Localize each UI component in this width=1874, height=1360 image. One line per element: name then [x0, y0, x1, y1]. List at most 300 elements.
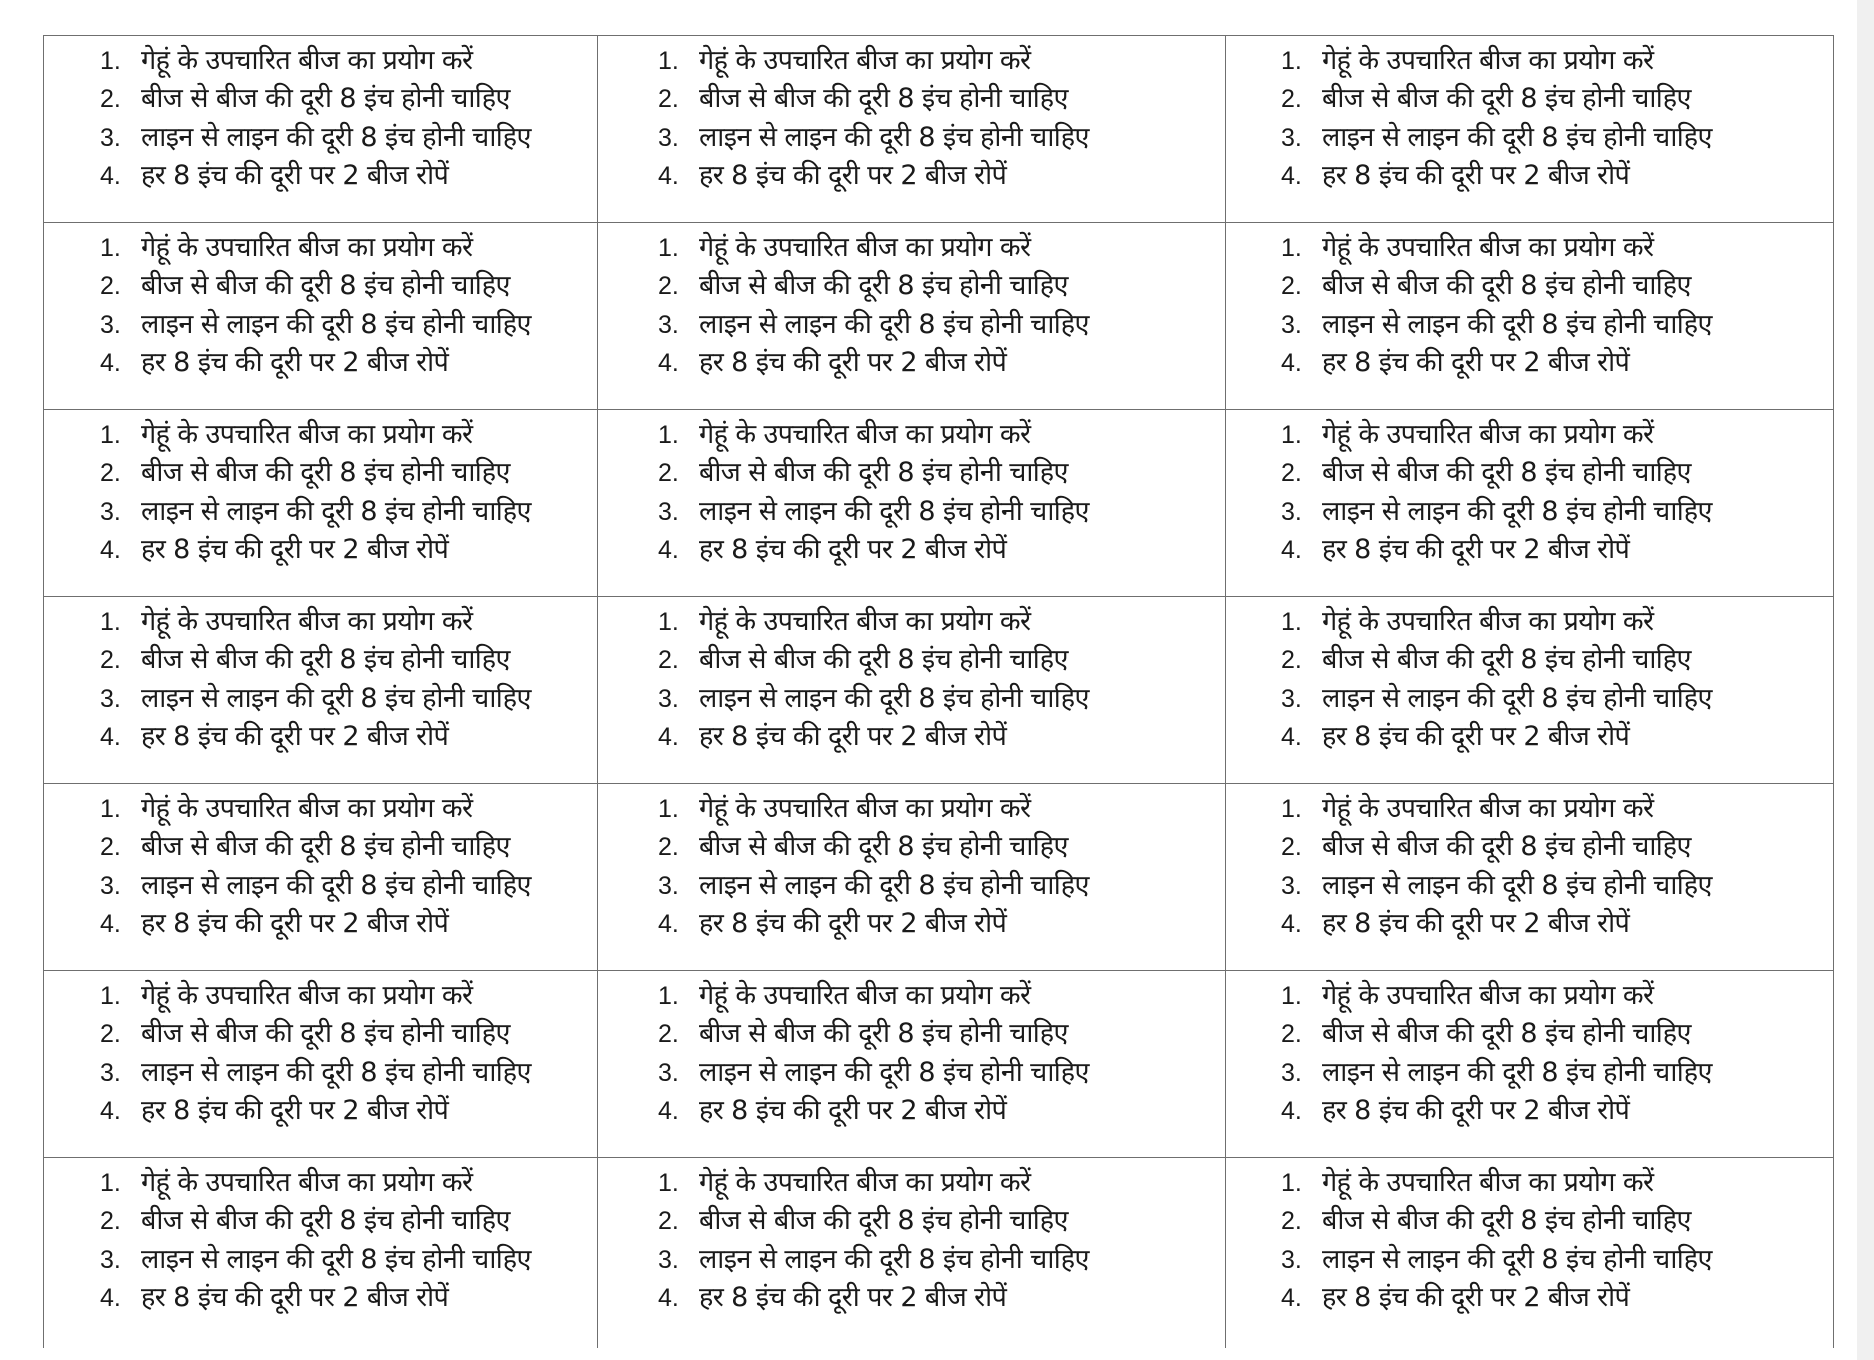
label-row: [44, 971, 1834, 1158]
instruction-text: हर 8 इंच की दूरी पर 2 बीज रोपें: [1322, 720, 1630, 752]
instruction-number: 3.: [658, 310, 679, 339]
instruction-list: [1226, 971, 1833, 1128]
instruction-item: [100, 826, 597, 864]
instruction-text: हर 8 इंच की दूरी पर 2 बीज रोपें: [141, 1281, 449, 1313]
instruction-item: [658, 1277, 1225, 1315]
instruction-list: [598, 784, 1225, 941]
instruction-number: 4.: [1281, 1096, 1302, 1125]
instruction-number: 1.: [658, 421, 679, 449]
instruction-number: 3.: [658, 123, 679, 152]
instruction-number: 2.: [100, 1207, 121, 1236]
instruction-number: 3.: [658, 1245, 679, 1274]
instruction-number: 1.: [1281, 1169, 1302, 1197]
instruction-text: हर 8 इंच की दूरी पर 2 बीज रोपें: [1322, 159, 1630, 191]
instruction-number: 3.: [658, 1058, 679, 1087]
instruction-text: बीज से बीज की दूरी 8 इंच होनी चाहिए: [699, 1205, 1068, 1237]
instruction-item: [658, 265, 1225, 303]
instruction-list: [1226, 1158, 1833, 1315]
instruction-item: [658, 452, 1225, 490]
instruction-text: गेहूं के उपचारित बीज का प्रयोग करें: [141, 1167, 473, 1198]
instruction-number: 4.: [658, 1283, 679, 1312]
instruction-item: [1281, 826, 1833, 864]
instruction-item: [658, 304, 1225, 342]
instruction-list: [1226, 597, 1833, 754]
instruction-item: [100, 414, 597, 452]
instruction-item: [658, 788, 1225, 826]
instruction-list: [1226, 410, 1833, 567]
instruction-text: लाइन से लाइन की दूरी 8 इंच होनी चाहिए: [699, 308, 1089, 340]
instruction-text: हर 8 इंच की दूरी पर 2 बीज रोपें: [1322, 907, 1630, 939]
instruction-list: [1226, 223, 1833, 380]
instruction-item: [100, 342, 597, 380]
instruction-list: [598, 1158, 1225, 1315]
instruction-item: [1281, 678, 1833, 716]
instruction-number: 2.: [100, 272, 121, 301]
instruction-text: गेहूं के उपचारित बीज का प्रयोग करें: [1322, 45, 1654, 76]
instruction-number: 3.: [100, 1245, 121, 1274]
label-cell: [44, 784, 598, 971]
instruction-number: 1.: [658, 1169, 679, 1197]
instruction-number: 2.: [658, 85, 679, 114]
instruction-item: [100, 1200, 597, 1238]
instruction-item: [1281, 1277, 1833, 1315]
instruction-item: [658, 639, 1225, 677]
instruction-number: 2.: [658, 1020, 679, 1049]
instruction-text: बीज से बीज की दूरी 8 इंच होनी चाहिए: [699, 270, 1068, 302]
instruction-text: हर 8 इंच की दूरी पर 2 बीज रोपें: [699, 1281, 1007, 1313]
instruction-item: [100, 452, 597, 490]
instruction-number: 2.: [100, 459, 121, 488]
instruction-text: बीज से बीज की दूरी 8 इंच होनी चाहिए: [699, 1018, 1068, 1050]
instruction-number: 3.: [658, 497, 679, 526]
instruction-item: [658, 826, 1225, 864]
instruction-text: गेहूं के उपचारित बीज का प्रयोग करें: [141, 980, 473, 1011]
instruction-text: हर 8 इंच की दूरी पर 2 बीज रोपें: [141, 720, 449, 752]
instruction-number: 1.: [100, 608, 121, 636]
instruction-text: बीज से बीज की दूरी 8 इंच होनी चाहिए: [699, 457, 1068, 489]
instruction-list: [1226, 36, 1833, 193]
label-cell: [1226, 971, 1834, 1158]
instruction-number: 4.: [1281, 909, 1302, 938]
instruction-item: [100, 601, 597, 639]
label-row: [44, 1158, 1834, 1348]
instruction-text: बीज से बीज की दूरी 8 इंच होनी चाहिए: [699, 831, 1068, 863]
instruction-number: 1.: [100, 1169, 121, 1197]
instruction-number: 4.: [1281, 348, 1302, 377]
instruction-item: [100, 1239, 597, 1277]
label-row: [44, 410, 1834, 597]
instruction-item: [1281, 227, 1833, 265]
instruction-text: बीज से बीज की दूरी 8 इंच होनी चाहिए: [1322, 644, 1691, 676]
instruction-text: हर 8 इंच की दूरी पर 2 बीज रोपें: [141, 346, 449, 378]
instruction-text: गेहूं के उपचारित बीज का प्रयोग करें: [699, 232, 1031, 263]
instruction-text: लाइन से लाइन की दूरी 8 इंच होनी चाहिए: [1322, 495, 1712, 527]
instruction-item: [100, 716, 597, 754]
instruction-item: [1281, 117, 1833, 155]
label-cell: [44, 1158, 598, 1348]
instruction-list: [44, 597, 597, 754]
instruction-number: 2.: [658, 272, 679, 301]
label-row: [44, 36, 1834, 223]
instruction-item: [658, 903, 1225, 941]
instruction-list: [598, 597, 1225, 754]
instruction-number: 1.: [100, 982, 121, 1010]
instruction-text: गेहूं के उपचारित बीज का प्रयोग करें: [1322, 980, 1654, 1011]
instruction-text: लाइन से लाइन की दूरी 8 इंच होनी चाहिए: [1322, 869, 1712, 901]
label-cell: [44, 971, 598, 1158]
instruction-number: 3.: [1281, 684, 1302, 713]
instruction-number: 3.: [100, 123, 121, 152]
label-cell: [44, 410, 598, 597]
instruction-number: 4.: [658, 1096, 679, 1125]
instruction-text: बीज से बीज की दूरी 8 इंच होनी चाहिए: [141, 831, 510, 863]
instruction-text: गेहूं के उपचारित बीज का प्रयोग करें: [1322, 606, 1654, 637]
instruction-number: 4.: [1281, 161, 1302, 190]
instruction-number: 4.: [658, 161, 679, 190]
instruction-text: हर 8 इंच की दूरी पर 2 बीज रोपें: [1322, 346, 1630, 378]
instruction-number: 1.: [100, 795, 121, 823]
instruction-text: लाइन से लाइन की दूरी 8 इंच होनी चाहिए: [141, 308, 531, 340]
instruction-number: 2.: [1281, 833, 1302, 862]
label-cell: [598, 1158, 1226, 1348]
instruction-item: [658, 865, 1225, 903]
instruction-number: 2.: [658, 1207, 679, 1236]
instruction-text: हर 8 इंच की दूरी पर 2 बीज रोपें: [141, 1094, 449, 1126]
instruction-item: [1281, 265, 1833, 303]
instruction-item: [1281, 529, 1833, 567]
instruction-text: लाइन से लाइन की दूरी 8 इंच होनी चाहिए: [141, 682, 531, 714]
instruction-number: 2.: [1281, 85, 1302, 114]
label-cell: [1226, 597, 1834, 784]
instruction-text: गेहूं के उपचारित बीज का प्रयोग करें: [699, 980, 1031, 1011]
instruction-item: [100, 78, 597, 116]
instruction-number: 2.: [1281, 1020, 1302, 1049]
instruction-text: हर 8 इंच की दूरी पर 2 बीज रोपें: [1322, 533, 1630, 565]
instruction-text: गेहूं के उपचारित बीज का प्रयोग करें: [699, 419, 1031, 450]
instruction-number: 3.: [658, 871, 679, 900]
instruction-item: [1281, 414, 1833, 452]
instruction-text: गेहूं के उपचारित बीज का प्रयोग करें: [699, 793, 1031, 824]
instruction-item: [658, 40, 1225, 78]
instruction-text: बीज से बीज की दूरी 8 इंच होनी चाहिए: [1322, 831, 1691, 863]
instruction-number: 2.: [100, 833, 121, 862]
instruction-item: [100, 1162, 597, 1200]
instruction-item: [658, 601, 1225, 639]
instruction-text: बीज से बीज की दूरी 8 इंच होनी चाहिए: [1322, 83, 1691, 115]
instruction-text: लाइन से लाइन की दूरी 8 इंच होनी चाहिए: [1322, 1243, 1712, 1275]
label-cell: [1226, 784, 1834, 971]
instruction-item: [1281, 1090, 1833, 1128]
instruction-text: हर 8 इंच की दूरी पर 2 बीज रोपें: [699, 907, 1007, 939]
instruction-number: 2.: [658, 459, 679, 488]
instruction-text: गेहूं के उपचारित बीज का प्रयोग करें: [141, 793, 473, 824]
instruction-item: [1281, 601, 1833, 639]
instruction-item: [100, 529, 597, 567]
instruction-text: गेहूं के उपचारित बीज का प्रयोग करें: [699, 1167, 1031, 1198]
instruction-item: [658, 1013, 1225, 1051]
instruction-number: 3.: [658, 684, 679, 713]
instruction-text: हर 8 इंच की दूरी पर 2 बीज रोपें: [699, 1094, 1007, 1126]
instruction-list: [598, 223, 1225, 380]
instruction-text: हर 8 इंच की दूरी पर 2 बीज रोपें: [699, 720, 1007, 752]
instruction-list: [598, 410, 1225, 567]
instruction-number: 3.: [100, 684, 121, 713]
instruction-text: बीज से बीज की दूरी 8 इंच होनी चाहिए: [141, 1205, 510, 1237]
label-cell: [44, 36, 598, 223]
instruction-number: 4.: [1281, 535, 1302, 564]
instruction-item: [658, 1239, 1225, 1277]
instruction-number: 3.: [1281, 1058, 1302, 1087]
instruction-number: 1.: [658, 47, 679, 75]
instruction-text: बीज से बीज की दूरी 8 इंच होनी चाहिए: [1322, 1205, 1691, 1237]
instruction-item: [1281, 40, 1833, 78]
instruction-number: 1.: [1281, 795, 1302, 823]
instruction-item: [1281, 155, 1833, 193]
instruction-item: [100, 227, 597, 265]
instruction-number: 3.: [1281, 1245, 1302, 1274]
instruction-item: [1281, 304, 1833, 342]
instruction-number: 2.: [100, 1020, 121, 1049]
instruction-item: [1281, 903, 1833, 941]
instruction-number: 1.: [1281, 421, 1302, 449]
instruction-text: लाइन से लाइन की दूरी 8 इंच होनी चाहिए: [1322, 308, 1712, 340]
instruction-item: [100, 40, 597, 78]
instruction-number: 2.: [100, 85, 121, 114]
instruction-item: [658, 491, 1225, 529]
instruction-item: [100, 865, 597, 903]
instruction-number: 1.: [1281, 47, 1302, 75]
instruction-list: [598, 36, 1225, 193]
instruction-item: [1281, 1013, 1833, 1051]
instruction-item: [1281, 639, 1833, 677]
instruction-text: हर 8 इंच की दूरी पर 2 बीज रोपें: [141, 533, 449, 565]
instruction-text: लाइन से लाइन की दूरी 8 इंच होनी चाहिए: [699, 1056, 1089, 1088]
label-cell: [1226, 36, 1834, 223]
instruction-number: 1.: [658, 234, 679, 262]
instruction-item: [100, 788, 597, 826]
instruction-text: बीज से बीज की दूरी 8 इंच होनी चाहिए: [1322, 270, 1691, 302]
label-row: [44, 784, 1834, 971]
instruction-text: हर 8 इंच की दूरी पर 2 बीज रोपें: [141, 907, 449, 939]
instruction-text: लाइन से लाइन की दूरी 8 इंच होनी चाहिए: [699, 121, 1089, 153]
instruction-number: 3.: [100, 310, 121, 339]
label-cell: [598, 36, 1226, 223]
instruction-item: [100, 975, 597, 1013]
instruction-item: [100, 1277, 597, 1315]
instruction-number: 4.: [658, 348, 679, 377]
instruction-text: बीज से बीज की दूरी 8 इंच होनी चाहिए: [1322, 457, 1691, 489]
instruction-item: [1281, 1162, 1833, 1200]
instruction-number: 4.: [100, 909, 121, 938]
instruction-item: [658, 716, 1225, 754]
instruction-number: 4.: [100, 1283, 121, 1312]
instruction-number: 2.: [1281, 646, 1302, 675]
instruction-item: [658, 227, 1225, 265]
instruction-text: गेहूं के उपचारित बीज का प्रयोग करें: [1322, 419, 1654, 450]
instruction-number: 3.: [1281, 310, 1302, 339]
instruction-text: हर 8 इंच की दूरी पर 2 बीज रोपें: [141, 159, 449, 191]
instruction-text: गेहूं के उपचारित बीज का प्रयोग करें: [699, 606, 1031, 637]
instruction-text: बीज से बीज की दूरी 8 इंच होनी चाहिए: [141, 644, 510, 676]
instruction-text: लाइन से लाइन की दूरी 8 इंच होनी चाहिए: [699, 682, 1089, 714]
instruction-text: बीज से बीज की दूरी 8 इंच होनी चाहिए: [1322, 1018, 1691, 1050]
instruction-number: 3.: [100, 871, 121, 900]
instruction-item: [100, 1013, 597, 1051]
instruction-text: गेहूं के उपचारित बीज का प्रयोग करें: [141, 419, 473, 450]
instruction-text: लाइन से लाइन की दूरी 8 इंच होनी चाहिए: [141, 1056, 531, 1088]
instruction-number: 1.: [100, 421, 121, 449]
instruction-number: 1.: [1281, 234, 1302, 262]
label-cell: [1226, 1158, 1834, 1348]
instruction-number: 2.: [1281, 1207, 1302, 1236]
instruction-text: गेहूं के उपचारित बीज का प्रयोग करें: [1322, 793, 1654, 824]
instruction-item: [658, 1200, 1225, 1238]
instruction-item: [100, 678, 597, 716]
instruction-list: [44, 36, 597, 193]
instruction-list: [44, 1158, 597, 1315]
instruction-item: [1281, 1239, 1833, 1277]
instruction-item: [1281, 78, 1833, 116]
instruction-number: 4.: [100, 161, 121, 190]
instruction-text: हर 8 इंच की दूरी पर 2 बीज रोपें: [699, 159, 1007, 191]
instruction-number: 1.: [100, 234, 121, 262]
instruction-number: 3.: [1281, 497, 1302, 526]
instruction-number: 4.: [100, 722, 121, 751]
instruction-text: गेहूं के उपचारित बीज का प्रयोग करें: [141, 45, 473, 76]
label-cell: [598, 223, 1226, 410]
instruction-number: 1.: [1281, 982, 1302, 1010]
instruction-text: लाइन से लाइन की दूरी 8 इंच होनी चाहिए: [699, 495, 1089, 527]
instruction-item: [658, 1162, 1225, 1200]
instruction-text: लाइन से लाइन की दूरी 8 इंच होनी चाहिए: [1322, 682, 1712, 714]
page-edge: [1857, 0, 1874, 1360]
instruction-item: [658, 678, 1225, 716]
instruction-item: [1281, 716, 1833, 754]
instruction-number: 4.: [100, 1096, 121, 1125]
instruction-text: हर 8 इंच की दूरी पर 2 बीज रोपें: [699, 346, 1007, 378]
instruction-number: 4.: [100, 348, 121, 377]
instruction-item: [100, 117, 597, 155]
instruction-text: लाइन से लाइन की दूरी 8 इंच होनी चाहिए: [141, 1243, 531, 1275]
instruction-number: 2.: [658, 833, 679, 862]
instruction-number: 2.: [100, 646, 121, 675]
label-cell: [598, 597, 1226, 784]
instruction-item: [1281, 975, 1833, 1013]
label-cell: [44, 597, 598, 784]
instruction-number: 4.: [100, 535, 121, 564]
instruction-item: [658, 117, 1225, 155]
instruction-list: [44, 971, 597, 1128]
instruction-number: 3.: [100, 1058, 121, 1087]
instruction-number: 4.: [658, 909, 679, 938]
instruction-number: 1.: [658, 795, 679, 823]
instruction-text: हर 8 इंच की दूरी पर 2 बीज रोपें: [1322, 1094, 1630, 1126]
instruction-item: [658, 155, 1225, 193]
instruction-item: [100, 903, 597, 941]
instruction-list: [598, 971, 1225, 1128]
instruction-item: [1281, 788, 1833, 826]
label-cell: [1226, 410, 1834, 597]
instruction-number: 2.: [658, 646, 679, 675]
instruction-item: [100, 1052, 597, 1090]
instruction-text: लाइन से लाइन की दूरी 8 इंच होनी चाहिए: [699, 869, 1089, 901]
instruction-item: [658, 529, 1225, 567]
instruction-item: [658, 975, 1225, 1013]
instruction-text: हर 8 इंच की दूरी पर 2 बीज रोपें: [1322, 1281, 1630, 1313]
instruction-item: [658, 1090, 1225, 1128]
instruction-number: 2.: [1281, 459, 1302, 488]
instruction-text: लाइन से लाइन की दूरी 8 इंच होनी चाहिए: [141, 121, 531, 153]
instruction-item: [1281, 452, 1833, 490]
instruction-text: बीज से बीज की दूरी 8 इंच होनी चाहिए: [141, 1018, 510, 1050]
instruction-item: [658, 342, 1225, 380]
instruction-item: [1281, 342, 1833, 380]
instruction-item: [100, 155, 597, 193]
instruction-item: [100, 304, 597, 342]
instruction-text: गेहूं के उपचारित बीज का प्रयोग करें: [699, 45, 1031, 76]
instruction-list: [1226, 784, 1833, 941]
instruction-item: [658, 414, 1225, 452]
label-cell: [598, 410, 1226, 597]
instruction-text: लाइन से लाइन की दूरी 8 इंच होनी चाहिए: [141, 495, 531, 527]
instruction-item: [658, 78, 1225, 116]
instruction-item: [100, 639, 597, 677]
instruction-text: लाइन से लाइन की दूरी 8 इंच होनी चाहिए: [141, 869, 531, 901]
instruction-number: 4.: [1281, 1283, 1302, 1312]
instruction-number: 3.: [1281, 123, 1302, 152]
label-row: [44, 597, 1834, 784]
instruction-text: लाइन से लाइन की दूरी 8 इंच होनी चाहिए: [1322, 1056, 1712, 1088]
label-cell: [598, 784, 1226, 971]
instruction-number: 1.: [100, 47, 121, 75]
label-row: [44, 223, 1834, 410]
instruction-number: 4.: [658, 535, 679, 564]
label-cell: [598, 971, 1226, 1158]
label-cell: [44, 223, 598, 410]
instruction-number: 4.: [1281, 722, 1302, 751]
instruction-list: [44, 784, 597, 941]
instruction-text: गेहूं के उपचारित बीज का प्रयोग करें: [141, 232, 473, 263]
instruction-text: गेहूं के उपचारित बीज का प्रयोग करें: [1322, 1167, 1654, 1198]
instruction-item: [100, 1090, 597, 1128]
instruction-number: 4.: [658, 722, 679, 751]
instruction-text: बीज से बीज की दूरी 8 इंच होनी चाहिए: [141, 270, 510, 302]
instruction-text: बीज से बीज की दूरी 8 इंच होनी चाहिए: [699, 83, 1068, 115]
instruction-text: हर 8 इंच की दूरी पर 2 बीज रोपें: [699, 533, 1007, 565]
instruction-text: गेहूं के उपचारित बीज का प्रयोग करें: [141, 606, 473, 637]
instruction-text: लाइन से लाइन की दूरी 8 इंच होनी चाहिए: [699, 1243, 1089, 1275]
instruction-number: 1.: [658, 982, 679, 1010]
instruction-text: बीज से बीज की दूरी 8 इंच होनी चाहिए: [141, 457, 510, 489]
instruction-item: [100, 265, 597, 303]
instruction-item: [1281, 865, 1833, 903]
instruction-item: [1281, 1052, 1833, 1090]
instruction-number: 1.: [1281, 608, 1302, 636]
instruction-item: [1281, 491, 1833, 529]
instruction-number: 3.: [100, 497, 121, 526]
label-grid: [43, 35, 1834, 1348]
instruction-item: [658, 1052, 1225, 1090]
instruction-number: 3.: [1281, 871, 1302, 900]
instruction-item: [100, 491, 597, 529]
instruction-item: [1281, 1200, 1833, 1238]
label-cell: [1226, 223, 1834, 410]
instruction-list: [44, 410, 597, 567]
instruction-number: 1.: [658, 608, 679, 636]
instruction-number: 2.: [1281, 272, 1302, 301]
instruction-text: बीज से बीज की दूरी 8 इंच होनी चाहिए: [141, 83, 510, 115]
instruction-text: गेहूं के उपचारित बीज का प्रयोग करें: [1322, 232, 1654, 263]
